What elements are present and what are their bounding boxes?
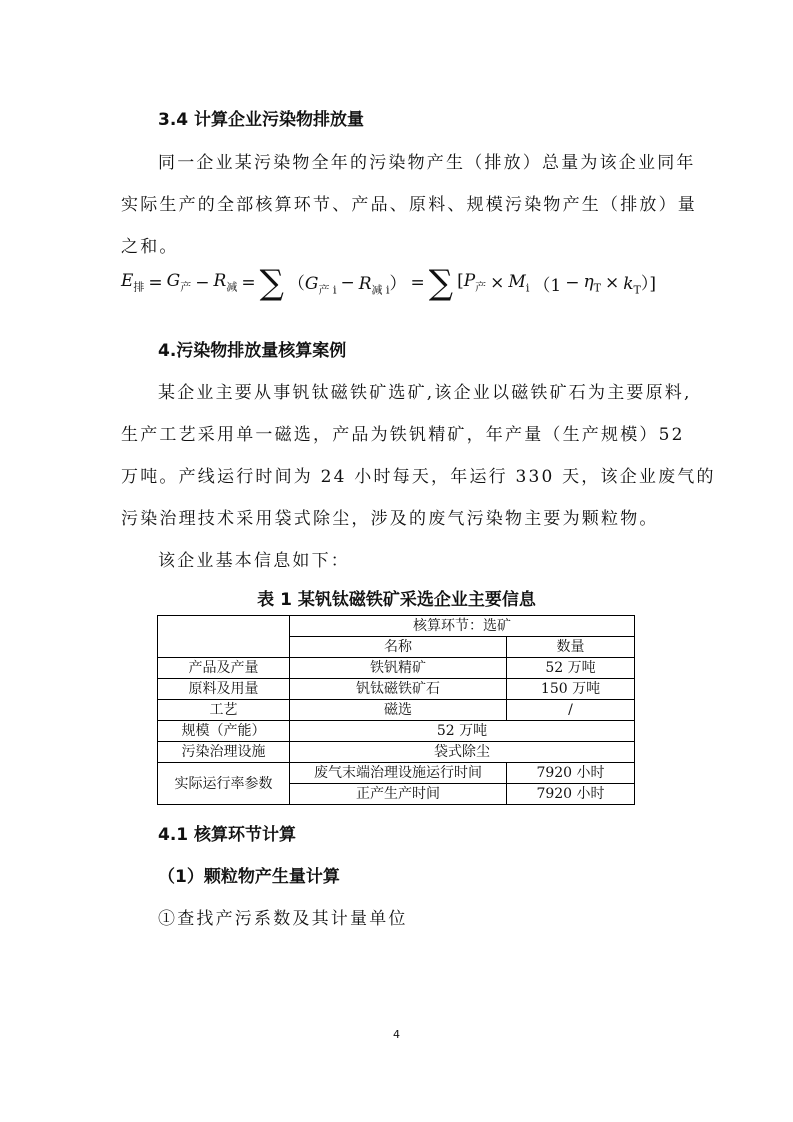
table-cell-qty: 150 万吨 [507, 679, 635, 700]
formula-G-sub: 产 [180, 280, 192, 294]
table-cell-name: 正产生产时间 [290, 784, 507, 805]
formula-P: P [463, 271, 476, 292]
table-cell-qty: 7920 小时 [507, 784, 635, 805]
formula-Ri-sub: 减 i [371, 283, 390, 297]
enterprise-info-table [157, 615, 635, 805]
table-cell-facility: 袋式除尘 [290, 742, 635, 763]
paragraph-line: 污染治理技术采用袋式除尘，涉及的废气污染物主要为颗粒物。 [121, 509, 659, 529]
subsection-heading: （1）颗粒物产生量计算 [158, 867, 340, 887]
table-header-span: 核算环节：选矿 [290, 616, 635, 637]
paragraph-line: 实际生产的全部核算环节、产品、原料、规模污染物产生（排放）量 [121, 195, 697, 215]
formula-M: M [508, 271, 526, 292]
formula-eta: η [583, 271, 594, 292]
section-4-heading: 4.污染物排放量核算案例 [158, 341, 347, 361]
table-cell-label: 规模（产能） [158, 721, 290, 742]
table-row [158, 658, 635, 679]
table-cell-qty: 7920 小时 [507, 763, 635, 784]
table-cell-name: 废气末端治理设施运行时间 [290, 763, 507, 784]
table-cell-scale: 52 万吨 [290, 721, 635, 742]
table-caption: 表 1 某钒钛磁铁矿采选企业主要信息 [257, 590, 536, 610]
table-row [158, 763, 635, 784]
formula-M-sub: i [525, 281, 530, 295]
table-cell-name: 磁选 [290, 700, 507, 721]
step-text: ①查找产污系数及其计量单位 [158, 909, 408, 929]
paragraph-line: 该企业基本信息如下： [158, 551, 350, 571]
table-cell-name: 铁钒精矿 [290, 658, 507, 679]
formula-Ri: R [358, 273, 372, 294]
table-row [158, 700, 635, 721]
paragraph-line: 生产工艺采用单一磁选，产品为铁钒精矿，年产量（生产规模）52 [121, 425, 685, 445]
formula-R-sub: 减 [226, 280, 238, 294]
table-cell-empty [158, 616, 290, 658]
formula-k-sub: T [633, 283, 641, 297]
formula-E: E [121, 271, 134, 292]
table-cell-name: 钒钛磁铁矿石 [290, 679, 507, 700]
paragraph-line: 之和。 [121, 237, 179, 257]
table-row [158, 721, 635, 742]
table-cell-qty: / [507, 700, 635, 721]
table-col-qty: 数量 [507, 637, 635, 658]
formula-Gi: G [304, 273, 319, 294]
table-col-name: 名称 [290, 637, 507, 658]
table-cell-label: 实际运行率参数 [158, 763, 290, 805]
formula-k: k [623, 274, 634, 295]
table-cell-label: 污染治理设施 [158, 742, 290, 763]
table-row [158, 616, 635, 637]
formula-E-sub: 排 [133, 280, 145, 294]
paragraph-line: 万吨。产线运行时间为 24 小时每天，年运行 330 天，该企业废气的 [121, 467, 716, 487]
formula-R: R [213, 271, 227, 292]
sum-icon: ∑ [259, 263, 284, 303]
paragraph-line: 同一企业某污染物全年的污染物产生（排放）总量为该企业同年 [158, 153, 696, 173]
formula-P-sub: 产 [475, 280, 487, 294]
formula-eta-sub: T [593, 281, 601, 295]
table-row [158, 679, 635, 700]
page-number: 4 [393, 1028, 400, 1041]
table-cell-label: 工艺 [158, 700, 290, 721]
table-cell-label: 产品及产量 [158, 658, 290, 679]
section-3-4-heading: 3.4 计算企业污染物排放量 [158, 110, 365, 130]
section-4-1-heading: 4.1 核算环节计算 [158, 825, 297, 845]
sum-icon: ∑ [428, 263, 454, 303]
table-row [158, 742, 635, 763]
formula-G: G [166, 271, 181, 292]
table-cell-qty: 52 万吨 [507, 658, 635, 679]
table-cell-label: 原料及用量 [158, 679, 290, 700]
paragraph-line: 某企业主要从事钒钛磁铁矿选矿,该企业以磁铁矿石为主要原料, [158, 383, 692, 403]
emission-formula: $E_排$ = $G_产$ − $R_减$ = ∑ （$G_{产 i}$ − $R_{减 i}$） = ∑ [$P_产$ × $M_i$ （1 − $\eta_T$ × $k_T$）] [121, 263, 657, 303]
formula-Gi-sub: 产 i [318, 283, 337, 297]
